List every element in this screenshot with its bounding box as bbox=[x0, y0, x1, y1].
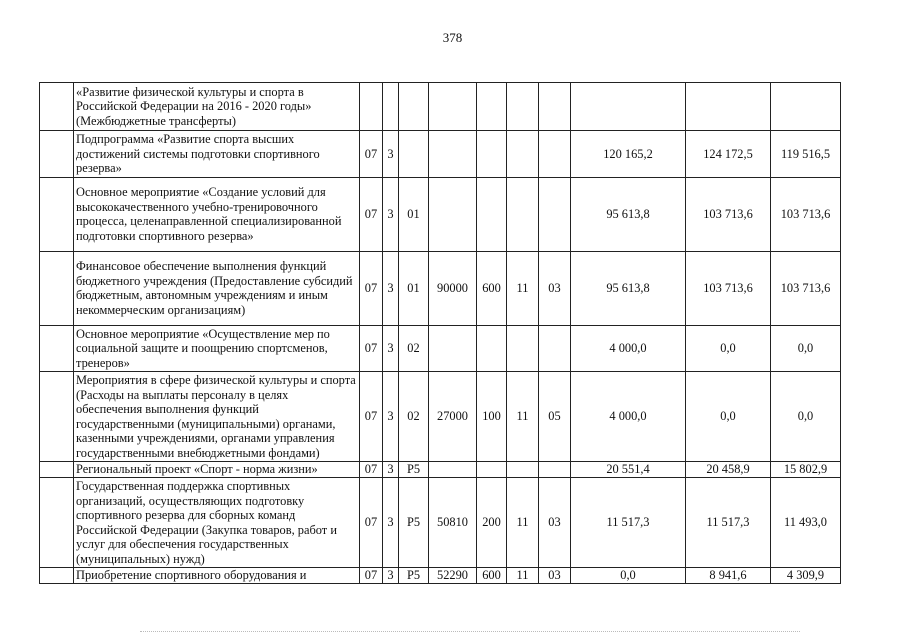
amount-year-3: 103 713,6 bbox=[771, 177, 841, 251]
amount-year-2 bbox=[686, 83, 771, 131]
scan-bottom-rule bbox=[140, 631, 800, 632]
extra-code-2: 03 bbox=[539, 478, 571, 568]
amount-year-2: 0,0 bbox=[686, 325, 771, 372]
row-number-cell bbox=[40, 568, 74, 584]
row-name: Финансовое обеспечение выполнения функций бюджетного учреждения (Предоставление субсидий бюджетным, автономным учреждениям и иным некоммерческим организациям) bbox=[74, 251, 360, 325]
row-number-cell bbox=[40, 83, 74, 131]
table-row bbox=[40, 177, 841, 251]
amount-year-3: 15 802,9 bbox=[771, 462, 841, 478]
subsection-code: 3 bbox=[383, 462, 399, 478]
extra-code-2 bbox=[539, 83, 571, 131]
extra-code-1 bbox=[507, 131, 539, 178]
program-code: P5 bbox=[399, 478, 429, 568]
extra-code-1: 11 bbox=[507, 372, 539, 462]
amount-year-3: 119 516,5 bbox=[771, 131, 841, 178]
target-code: 90000 bbox=[429, 251, 477, 325]
amount-year-2: 124 172,5 bbox=[686, 131, 771, 178]
program-code: 01 bbox=[399, 177, 429, 251]
page-number: 378 bbox=[442, 30, 463, 45]
program-code bbox=[399, 83, 429, 131]
extra-code-2 bbox=[539, 131, 571, 178]
section-code bbox=[360, 83, 383, 131]
amount-year-2: 8 941,6 bbox=[686, 568, 771, 584]
row-name: Мероприятия в сфере физической культуры и спорта (Расходы на выплаты персоналу в целях обеспечения выполнения функций государственными (муниципальными) органами, казенными учреждениями, органами управления государственными внебюджетными фондами) bbox=[74, 372, 360, 462]
section-code: 07 bbox=[360, 462, 383, 478]
program-code: P5 bbox=[399, 462, 429, 478]
amount-year-3: 103 713,6 bbox=[771, 251, 841, 325]
subsection-code: 3 bbox=[383, 325, 399, 372]
program-code: 02 bbox=[399, 372, 429, 462]
extra-code-2: 03 bbox=[539, 568, 571, 584]
program-code: P5 bbox=[399, 568, 429, 584]
extra-code-2 bbox=[539, 462, 571, 478]
amount-year-1: 95 613,8 bbox=[571, 251, 686, 325]
row-number-cell bbox=[40, 462, 74, 478]
extra-code-1: 11 bbox=[507, 478, 539, 568]
amount-year-2: 103 713,6 bbox=[686, 177, 771, 251]
extra-code-2: 03 bbox=[539, 251, 571, 325]
table-row bbox=[40, 478, 841, 568]
amount-year-1: 4 000,0 bbox=[571, 372, 686, 462]
amount-year-2: 0,0 bbox=[686, 372, 771, 462]
extra-code-2: 05 bbox=[539, 372, 571, 462]
table-row bbox=[40, 251, 841, 325]
extra-code-2 bbox=[539, 177, 571, 251]
amount-year-3: 11 493,0 bbox=[771, 478, 841, 568]
expense-type-code: 200 bbox=[477, 478, 507, 568]
extra-code-1 bbox=[507, 462, 539, 478]
row-number-cell bbox=[40, 325, 74, 372]
row-name: «Развитие физической культуры и спорта в Российской Федерации на 2016 - 2020 годы» (Межбюджетные трансферты) bbox=[74, 83, 360, 131]
amount-year-1: 0,0 bbox=[571, 568, 686, 584]
program-code: 02 bbox=[399, 325, 429, 372]
row-number-cell bbox=[40, 251, 74, 325]
target-code bbox=[429, 177, 477, 251]
section-code: 07 bbox=[360, 251, 383, 325]
target-code: 50810 bbox=[429, 478, 477, 568]
table-row bbox=[40, 83, 841, 131]
extra-code-1: 11 bbox=[507, 568, 539, 584]
amount-year-3: 0,0 bbox=[771, 372, 841, 462]
extra-code-2 bbox=[539, 325, 571, 372]
amount-year-1 bbox=[571, 83, 686, 131]
subsection-code bbox=[383, 83, 399, 131]
table-row bbox=[40, 372, 841, 462]
program-code: 01 bbox=[399, 251, 429, 325]
expense-type-code bbox=[477, 83, 507, 131]
amount-year-1: 11 517,3 bbox=[571, 478, 686, 568]
amount-year-2: 20 458,9 bbox=[686, 462, 771, 478]
row-number-cell bbox=[40, 372, 74, 462]
target-code: 52290 bbox=[429, 568, 477, 584]
table-row bbox=[40, 131, 841, 178]
program-code bbox=[399, 131, 429, 178]
section-code: 07 bbox=[360, 568, 383, 584]
subsection-code: 3 bbox=[383, 478, 399, 568]
amount-year-2: 103 713,6 bbox=[686, 251, 771, 325]
row-name: Подпрограмма «Развитие спорта высших достижений системы подготовки спортивного резерва» bbox=[74, 131, 360, 178]
target-code bbox=[429, 131, 477, 178]
extra-code-1: 11 bbox=[507, 251, 539, 325]
table-row bbox=[40, 568, 841, 584]
row-name: Государственная поддержка спортивных организаций, осуществляющих подготовку спортивного резерва для сборных команд Российской Федерации (Закупка товаров, работ и услуг для обеспечения государственных (муниципальных) нужд) bbox=[74, 478, 360, 568]
extra-code-1 bbox=[507, 325, 539, 372]
table-row bbox=[40, 462, 841, 478]
subsection-code: 3 bbox=[383, 251, 399, 325]
row-name: Основное мероприятие «Осуществление мер по социальной защите и поощрению спортсменов, тренеров» bbox=[74, 325, 360, 372]
budget-table bbox=[39, 82, 841, 584]
section-code: 07 bbox=[360, 131, 383, 178]
extra-code-1 bbox=[507, 83, 539, 131]
extra-code-1 bbox=[507, 177, 539, 251]
subsection-code: 3 bbox=[383, 568, 399, 584]
expense-type-code: 600 bbox=[477, 568, 507, 584]
row-number-cell bbox=[40, 131, 74, 178]
target-code bbox=[429, 325, 477, 372]
section-code: 07 bbox=[360, 177, 383, 251]
section-code: 07 bbox=[360, 325, 383, 372]
row-name: Приобретение спортивного оборудования и bbox=[74, 568, 360, 584]
subsection-code: 3 bbox=[383, 177, 399, 251]
row-name: Региональный проект «Спорт - норма жизни» bbox=[74, 462, 360, 478]
expense-type-code: 100 bbox=[477, 372, 507, 462]
table-row bbox=[40, 325, 841, 372]
row-name: Основное мероприятие «Создание условий для высококачественного учебно-тренировочного процесса, целенаправленной специализированной подготовки спортивного резерва» bbox=[74, 177, 360, 251]
target-code bbox=[429, 462, 477, 478]
amount-year-1: 4 000,0 bbox=[571, 325, 686, 372]
amount-year-3: 4 309,9 bbox=[771, 568, 841, 584]
expense-type-code bbox=[477, 325, 507, 372]
amount-year-2: 11 517,3 bbox=[686, 478, 771, 568]
amount-year-1: 20 551,4 bbox=[571, 462, 686, 478]
amount-year-3 bbox=[771, 83, 841, 131]
expense-type-code: 600 bbox=[477, 251, 507, 325]
subsection-code: 3 bbox=[383, 372, 399, 462]
target-code: 27000 bbox=[429, 372, 477, 462]
expense-type-code bbox=[477, 131, 507, 178]
row-number-cell bbox=[40, 177, 74, 251]
expense-type-code bbox=[477, 462, 507, 478]
subsection-code: 3 bbox=[383, 131, 399, 178]
row-number-cell bbox=[40, 478, 74, 568]
expense-type-code bbox=[477, 177, 507, 251]
amount-year-1: 95 613,8 bbox=[571, 177, 686, 251]
amount-year-3: 0,0 bbox=[771, 325, 841, 372]
target-code bbox=[429, 83, 477, 131]
section-code: 07 bbox=[360, 478, 383, 568]
amount-year-1: 120 165,2 bbox=[571, 131, 686, 178]
section-code: 07 bbox=[360, 372, 383, 462]
